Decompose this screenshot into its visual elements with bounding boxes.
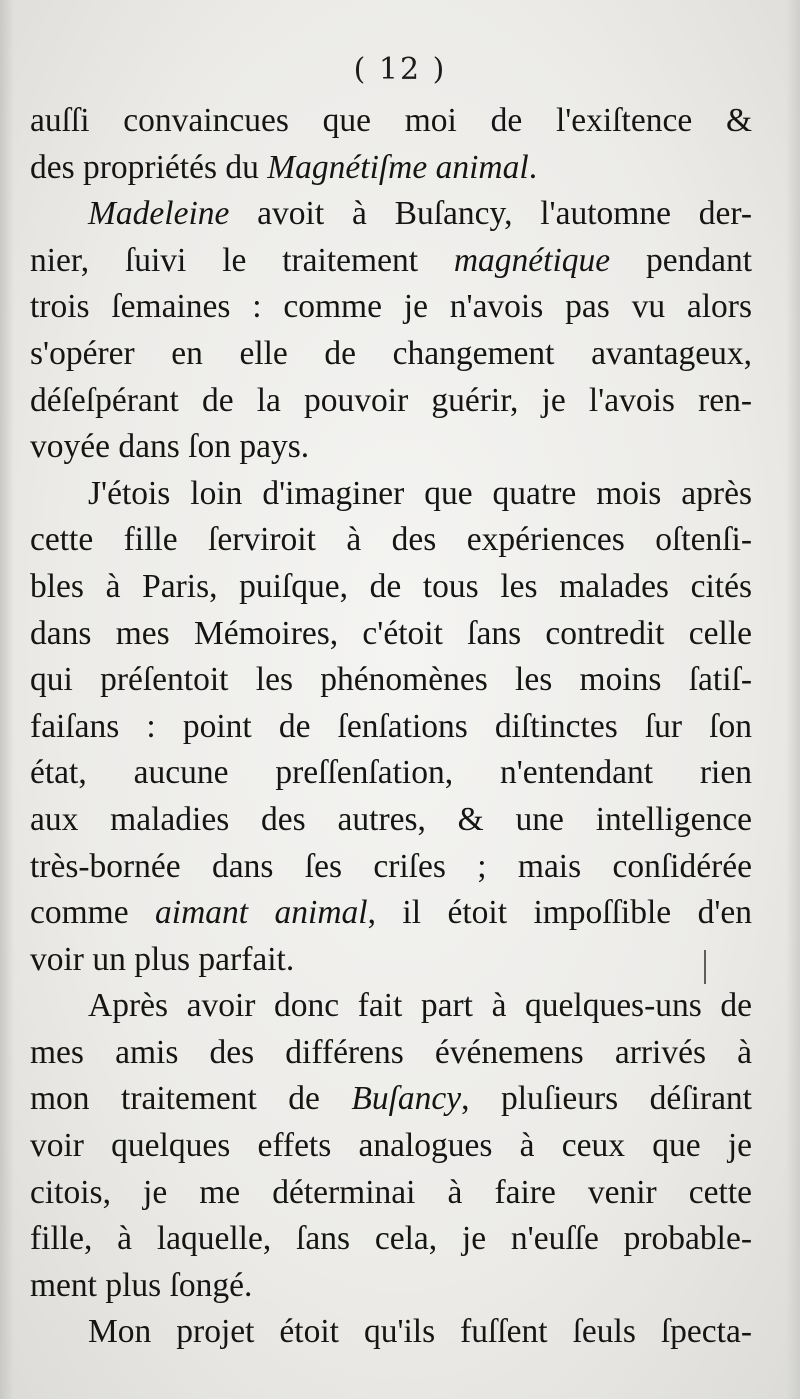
text-line — [30, 378, 752, 425]
text-segment: aux maladies des autres, & une intelligence — [30, 800, 752, 838]
text-line — [30, 1309, 752, 1356]
italic-text: Buſancy — [351, 1080, 462, 1118]
text-line — [30, 890, 752, 937]
text-segment: voyée dans ſon pays. — [30, 428, 310, 466]
text-segment: déſeſpérant de la pouvoir guérir, je l'avois ren- — [30, 381, 752, 419]
text-segment: citois, je me déterminai à faire venir cette — [30, 1173, 752, 1211]
text-line — [30, 1216, 752, 1263]
text-line — [30, 331, 752, 378]
text-line — [30, 704, 752, 751]
italic-text: magnétique — [453, 241, 611, 279]
left-page-edge — [0, 0, 14, 1399]
text-line — [30, 1170, 752, 1217]
text-segment: bles à Paris, puiſque, de tous les malades cités — [30, 567, 752, 605]
text-line — [30, 750, 752, 797]
text-line — [30, 657, 752, 704]
body-text — [30, 98, 752, 1356]
text-segment: mes amis des différens événemens arrivés à — [30, 1033, 752, 1071]
text-segment: trois ſemaines : comme je n'avois pas vu alors — [30, 288, 752, 326]
text-segment: voir quelques effets analogues à ceux que je — [30, 1127, 752, 1165]
text-segment: s'opérer en elle de changement avantageux, — [30, 334, 752, 372]
text-line — [30, 983, 752, 1030]
text-line — [30, 424, 752, 471]
text-line — [30, 564, 752, 611]
text-segment: cette fille ſerviroit à des expériences oſtenſi- — [30, 521, 752, 559]
text-segment: très-bornée dans ſes criſes ; mais conſidérée — [30, 847, 752, 885]
italic-text: Madeleine — [88, 195, 230, 233]
text-segment: des propriétés du — [30, 148, 268, 186]
text-segment: ment plus ſongé. — [30, 1266, 253, 1304]
text-segment: auſſi convaincues que moi de l'exiſtence & — [30, 102, 752, 139]
text-line — [30, 844, 752, 891]
text-line — [30, 517, 752, 564]
text-segment: pendant — [610, 241, 752, 279]
text-line — [30, 1030, 752, 1077]
right-page-edge — [786, 0, 800, 1399]
text-segment: avoit à Buſancy, l'automne der- — [229, 195, 752, 233]
text-segment: mon traitement de — [30, 1080, 352, 1118]
text-segment: . — [528, 148, 538, 186]
text-segment: , il étoit impoſſible d'en — [367, 894, 752, 932]
text-segment: nier, ſuivi le traitement — [30, 241, 454, 279]
text-segment: comme — [30, 894, 156, 932]
italic-text: Magnétiſme animal — [267, 148, 529, 186]
text-line — [30, 797, 752, 844]
text-segment: Mon projet étoit qu'ils fuſſent ſeuls ſpecta- — [88, 1313, 752, 1351]
text-line — [30, 1263, 752, 1310]
text-line — [30, 937, 752, 984]
text-line — [30, 191, 752, 238]
text-segment: J'étois loin d'imaginer que quatre mois après — [88, 474, 752, 512]
text-line — [30, 145, 752, 192]
text-line — [30, 238, 752, 285]
text-line — [30, 1076, 752, 1123]
text-segment: faiſans : point de ſenſations diſtinctes ſur ſon — [30, 707, 752, 745]
page-number: ( 12 ) — [353, 52, 447, 87]
text-line — [30, 284, 752, 331]
text-line — [30, 98, 752, 145]
text-segment: qui préſentoit les phénomènes les moins ſatiſ- — [30, 661, 752, 699]
text-line — [30, 471, 752, 518]
text-segment: état, aucune preſſenſation, n'entendant rien — [30, 754, 752, 792]
ink-mark — [704, 950, 706, 984]
text-segment: Après avoir donc fait part à quelques-uns de — [88, 987, 752, 1025]
italic-text: aimant animal — [155, 894, 368, 932]
text-segment: voir un plus parfait. — [30, 940, 295, 978]
text-segment: fille, à laquelle, ſans cela, je n'euſſe probable- — [30, 1220, 752, 1258]
text-segment: dans mes Mémoires, c'étoit ſans contredit celle — [30, 614, 752, 652]
text-segment: , pluſieurs déſirant — [461, 1080, 752, 1118]
text-line — [30, 611, 752, 658]
text-line — [30, 1123, 752, 1170]
